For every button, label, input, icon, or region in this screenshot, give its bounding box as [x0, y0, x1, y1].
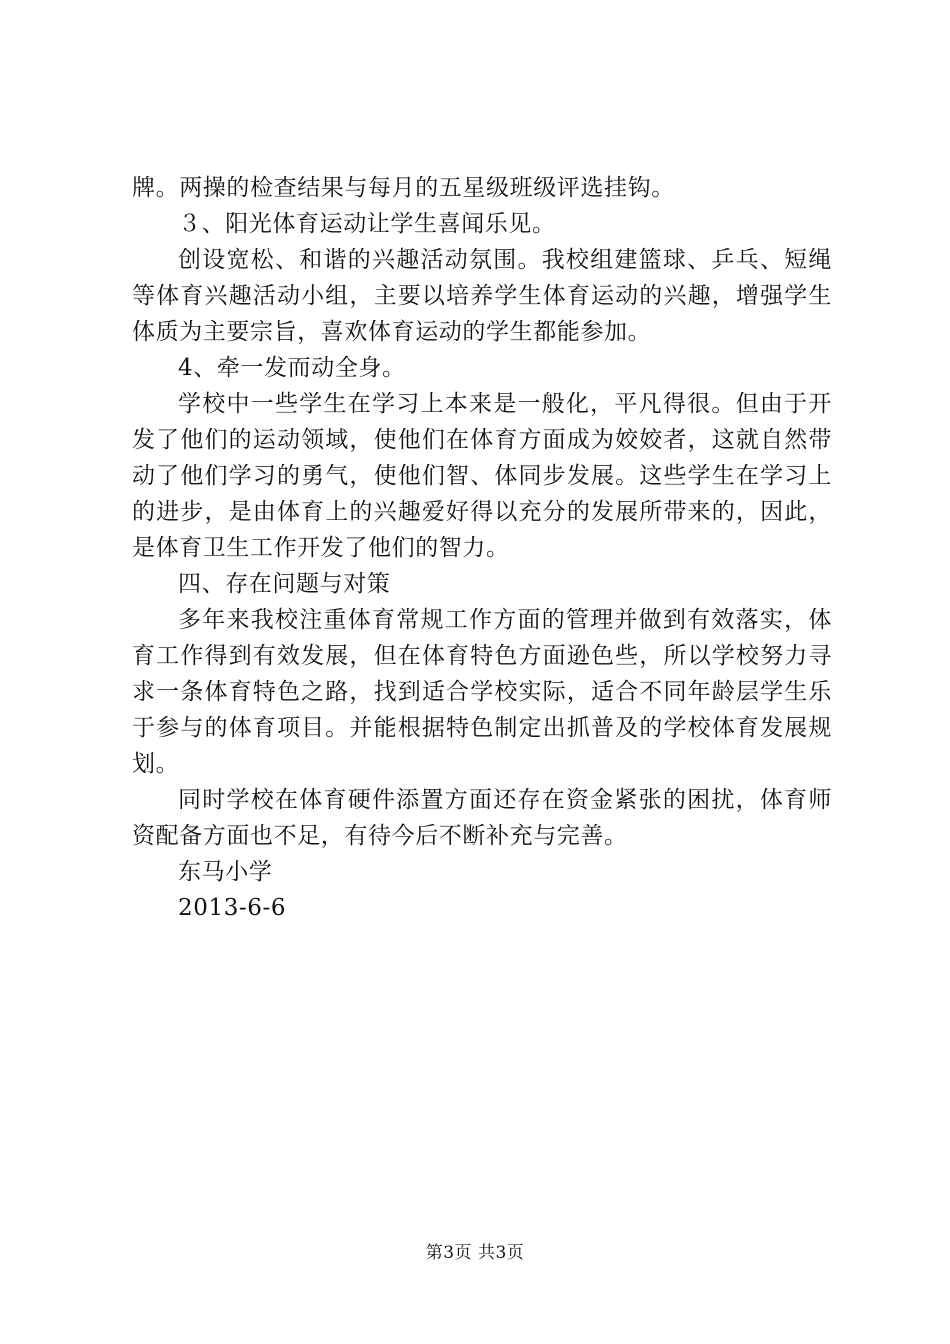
paragraph-problems: 多年来我校注重体育常规工作方面的管理并做到有效落实，体育工作得到有效发展，但在体育特色方面逊色些，所以学校努力寻求一条体育特色之路，找到适合学校实际，适合不同年龄层学生乐于参与的体育项目。并能根据特色制定出抓普及的学校体育发展规划。 [132, 607, 832, 777]
heading-item-4: 4、牵一发而动全身。 [178, 355, 406, 381]
heading-item-3: ３、阳光体育运动让学生喜闻乐见。 [178, 211, 556, 237]
paragraph-continuation: 牌。两操的检查结果与每月的五星级班级评选挂钩。 [132, 175, 675, 201]
page-footer: 第3页 共3页 [425, 1243, 525, 1263]
paragraph-student-progress: 学校中一些学生在学习上本来是一般化，平凡得很。但由于开发了他们的运动领域，使他们在体育方面成为姣姣者，这就自然带动了他们学习的勇气，使他们智、体同步发展。这些学生在学习上的进步，是由体育上的兴趣爱好得以充分的发展所带来的，因此，是体育卫生工作开发了他们的智力。 [132, 391, 832, 561]
paragraph-interest-groups: 创设宽松、和谐的兴趣活动氛围。我校组建篮球、乒乓、短绳等体育兴趣活动小组，主要以培养学生体育运动的兴趣，增强学生体质为主要宗旨，喜欢体育运动的学生都能参加。 [132, 247, 832, 345]
paragraph-funding: 同时学校在体育硬件添置方面还存在资金紧张的困扰，体育师资配备方面也不足，有待今后不断补充与完善。 [132, 787, 832, 849]
signature-date: 2013-6-6 [178, 895, 287, 921]
signature-organization: 东马小学 [178, 859, 273, 885]
heading-section-4: 四、存在问题与对策 [178, 571, 391, 597]
document-body [132, 170, 832, 926]
